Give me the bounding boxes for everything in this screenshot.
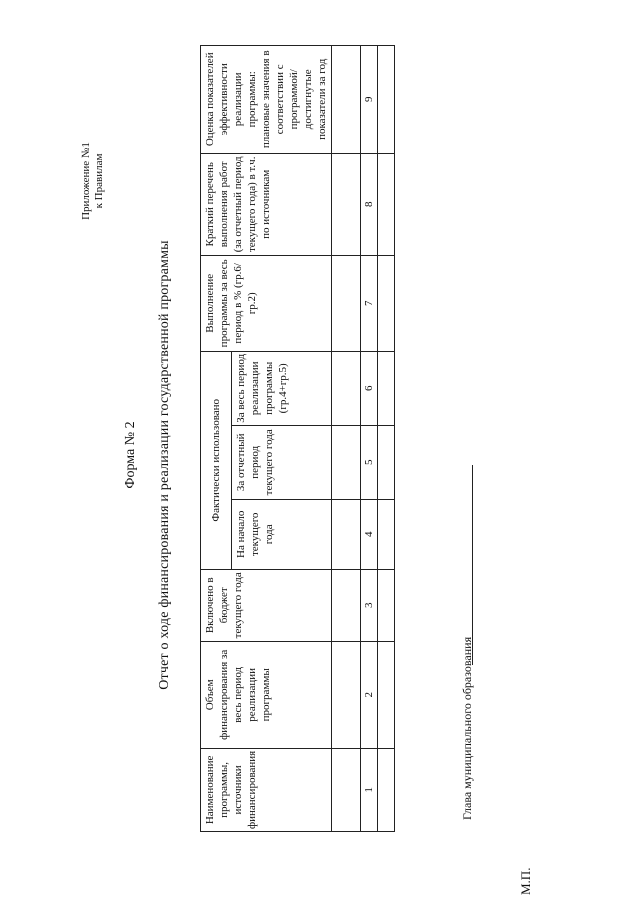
cell bbox=[332, 351, 361, 425]
cell bbox=[332, 569, 361, 641]
report-table bbox=[200, 45, 395, 832]
column-number-9: 9 bbox=[361, 45, 378, 153]
cell bbox=[332, 748, 361, 831]
header-col-7: Выполнение программы за весь период в % (гр.6/гр.2) bbox=[201, 255, 332, 351]
form-title: Форма № 2 bbox=[123, 421, 138, 489]
cell bbox=[378, 425, 395, 499]
header-col-8: Краткий перечень выполнения работ (за отчетный период текущего года) в т.ч. по источникам bbox=[201, 153, 332, 255]
header-group-used: Фактически использовано bbox=[201, 351, 232, 569]
cell bbox=[332, 425, 361, 499]
column-number-5: 5 bbox=[361, 425, 378, 499]
cell bbox=[378, 748, 395, 831]
column-number-6: 6 bbox=[361, 351, 378, 425]
header-col-5: За отчетный период текущего года bbox=[232, 425, 332, 499]
appendix-line-1: Приложение №1 bbox=[80, 142, 92, 220]
cell bbox=[378, 153, 395, 255]
column-number-3: 3 bbox=[361, 569, 378, 641]
cell bbox=[378, 351, 395, 425]
column-number-7: 7 bbox=[361, 255, 378, 351]
header-col-2: Объем финансирования за весь период реализации программы bbox=[201, 641, 332, 748]
cell bbox=[332, 153, 361, 255]
cell bbox=[332, 255, 361, 351]
column-number-4: 4 bbox=[361, 499, 378, 569]
signature-line bbox=[472, 465, 473, 665]
cell bbox=[332, 45, 361, 153]
stamp-label: М.П. bbox=[518, 867, 533, 895]
header-col-3: Включено в бюджет текущего года bbox=[201, 569, 332, 641]
empty-row bbox=[332, 45, 361, 831]
appendix-note bbox=[80, 101, 106, 261]
report-title: Отчет о ходе финансирования и реализации государственной программы bbox=[157, 240, 172, 690]
appendix-line-2: к Правилам bbox=[93, 153, 105, 209]
header-row-1 bbox=[201, 45, 232, 831]
signature-label: Глава муниципального образования bbox=[460, 636, 474, 820]
header-col-1: Наименование программы, источники финансирования bbox=[201, 748, 332, 831]
column-number-1: 1 bbox=[361, 748, 378, 831]
column-number-8: 8 bbox=[361, 153, 378, 255]
header-col-9: Оценка показателей эффективности реализации программы: плановые значения в соответствии с программой/ достигнутые показатели за год bbox=[201, 45, 332, 153]
cell bbox=[332, 499, 361, 569]
empty-row bbox=[378, 45, 395, 831]
header-col-4: На начало текущего года bbox=[232, 499, 332, 569]
cell bbox=[378, 641, 395, 748]
cell bbox=[378, 45, 395, 153]
column-number-row bbox=[361, 45, 378, 831]
header-col-6: За весь период реализации программы (гр.4+гр.5) bbox=[232, 351, 332, 425]
cell bbox=[378, 569, 395, 641]
cell bbox=[378, 255, 395, 351]
column-number-2: 2 bbox=[361, 641, 378, 748]
cell bbox=[378, 499, 395, 569]
cell bbox=[332, 641, 361, 748]
